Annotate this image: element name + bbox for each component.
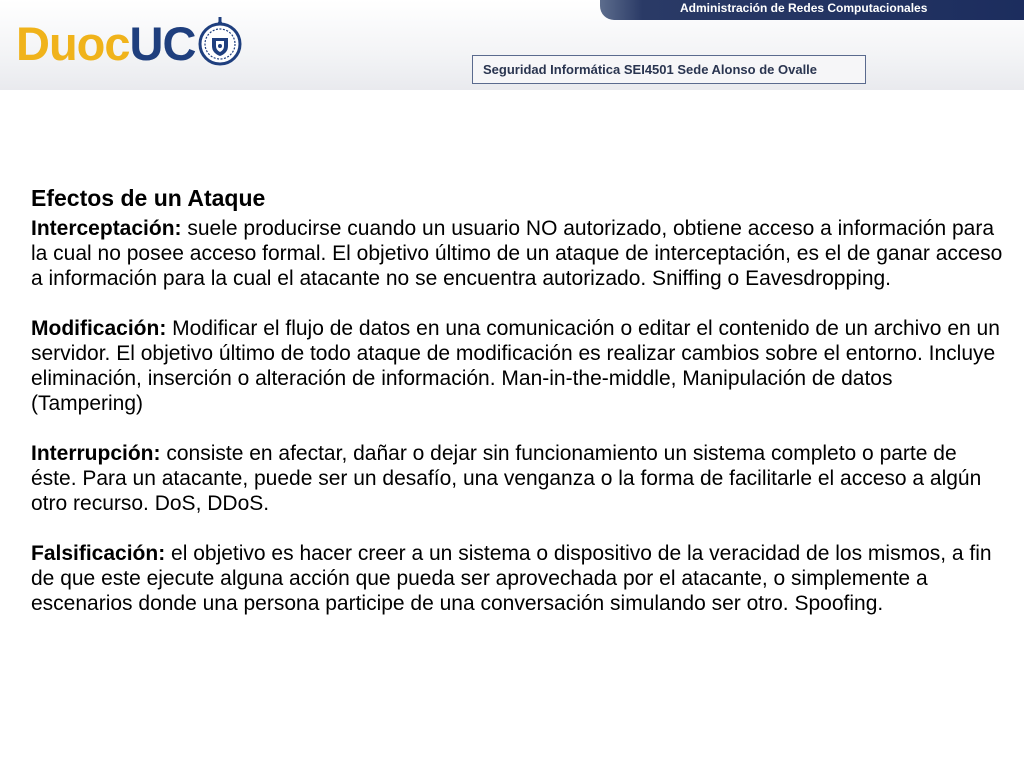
section-interceptacion bbox=[31, 216, 1006, 291]
course-title-box bbox=[472, 55, 866, 84]
section-text: Modificar el flujo de datos en una comunicación o editar el contenido de un archivo en un servidor. El objetivo último de todo ataque de modificación es realizar cambios sobre el entorno. Incluye eliminación, inserción o alteración de información. Man-in-the-middle, Manipulación de datos (Tampering) bbox=[31, 317, 1000, 415]
section-term: Modificación: bbox=[31, 317, 167, 340]
section-text: suele producirse cuando un usuario NO autorizado, obtiene acceso a información para la cual no posee acceso formal. El objetivo último de un ataque de interceptación, es el de ganar acceso a información para la cual el atacante no se encuentra autorizado. Sniffing o Eavesdropping. bbox=[31, 217, 1003, 290]
duoc-uc-logo bbox=[16, 14, 243, 74]
slide-header bbox=[0, 0, 1024, 90]
slide-content bbox=[31, 184, 1006, 641]
section-term: Falsificación: bbox=[31, 542, 166, 565]
top-banner-label: Administración de Redes Computacionales bbox=[680, 1, 928, 15]
section-text: consiste en afectar, dañar o dejar sin funcionamiento un sistema completo o parte de éste. Para un atacante, puede ser un desafío, una venganza o la forma de facilitarle el acceso a algún otro recurso. DoS, DDoS. bbox=[31, 442, 982, 515]
logo-duoc-text: Duoc bbox=[16, 17, 130, 70]
section-term: Interrupción: bbox=[31, 442, 161, 465]
section-term: Interceptación: bbox=[31, 217, 182, 240]
slide-title: Efectos de un Ataque bbox=[31, 185, 266, 211]
section-modificacion bbox=[31, 316, 1006, 416]
section-interrupcion bbox=[31, 441, 1006, 516]
section-falsificacion bbox=[31, 541, 1006, 616]
top-banner bbox=[600, 0, 1024, 20]
logo-uc-text: UC bbox=[129, 17, 196, 70]
course-title: Seguridad Informática SEI4501 Sede Alonso de Ovalle bbox=[483, 62, 818, 77]
university-seal-icon bbox=[197, 16, 243, 68]
section-text: el objetivo es hacer creer a un sistema o dispositivo de la veracidad de los mismos, a fin de que este ejecute alguna acción que pueda ser aprovechada por el atacante, o simplemente a escenarios donde una persona participe de una conversación simulando ser otro. Spoofing. bbox=[31, 542, 992, 615]
